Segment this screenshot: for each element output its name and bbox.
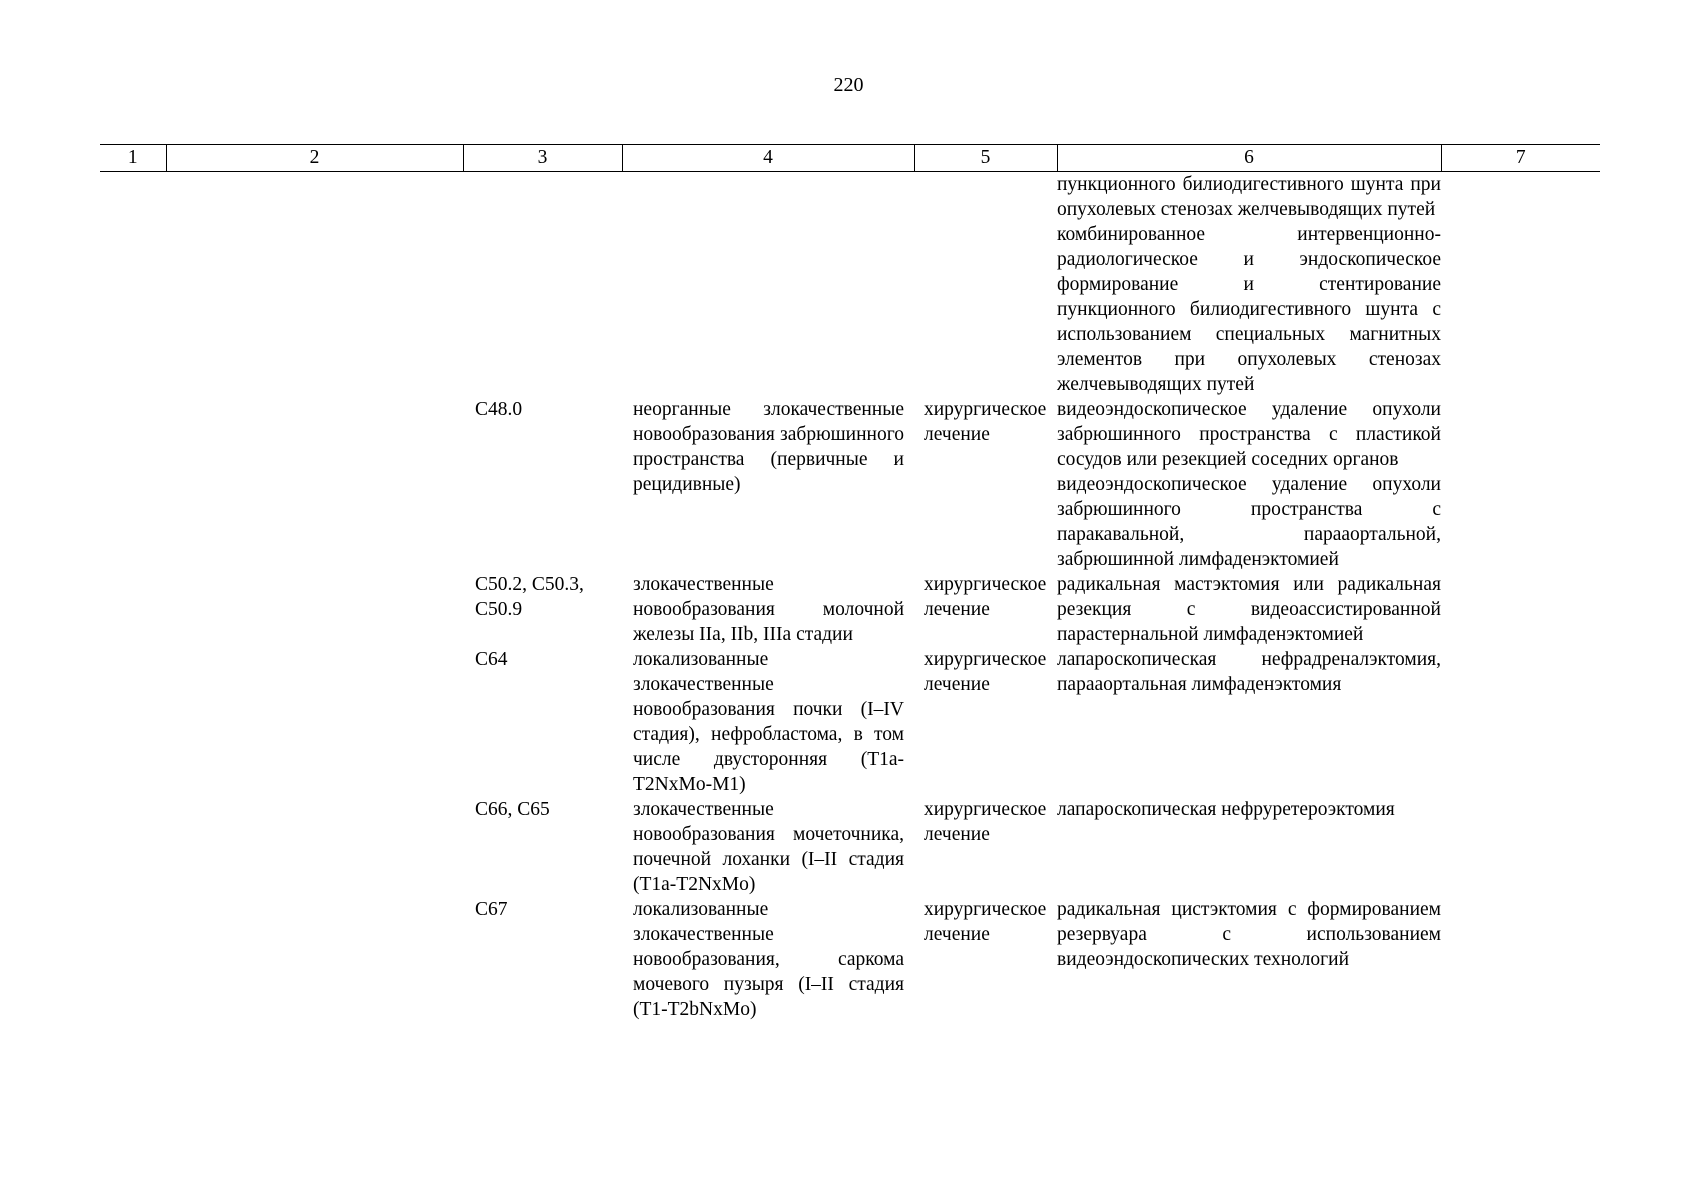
treatment-type: хирургическое лечение xyxy=(924,649,1047,695)
method-text: комбинированное интервенционно-радиологическое и эндоскопическое формирование и стентирование пункционного билиодигестивного шунта с использованием специальных магнитных элементов при опухолевых стенозах желчевыводящих путей xyxy=(1057,224,1441,395)
column-header: 1 xyxy=(100,145,166,172)
column-header: 6 xyxy=(1057,145,1441,172)
treatment-type: хирургическое лечение xyxy=(924,574,1047,620)
diagnosis-text: локализованные злокачественные новообразования, саркома мочевого пузыря (I–II стадия (T1-T2bNxMo) xyxy=(633,899,904,1020)
method-text: радикальная мастэктомия или радикальная резекция с видеоассистированной парастернальной лимфаденэктомией xyxy=(1057,574,1441,645)
diagnosis-text: злокачественные новообразования молочной железы IIa, IIb, IIIa стадии xyxy=(633,574,904,645)
table-row xyxy=(100,647,1600,797)
icd-code: C48.0 xyxy=(475,399,523,420)
method-text: видеоэндоскопическое удаление опухоли забрюшинного пространства с пластикой сосудов или резекцией соседних органов xyxy=(1057,399,1441,470)
table-row xyxy=(100,797,1600,897)
page-number: 220 xyxy=(833,74,864,96)
procedures-table xyxy=(100,144,1600,1022)
treatment-type: хирургическое лечение xyxy=(924,399,1047,445)
column-header: 3 xyxy=(463,145,622,172)
column-header: 7 xyxy=(1441,145,1600,172)
table-row xyxy=(100,397,1600,572)
method-text: пункционного билиодигестивного шунта при опухолевых стенозах желчевыводящих путей xyxy=(1057,174,1441,220)
method-text: лапароскопическая нефруретероэктомия xyxy=(1057,799,1395,820)
column-header: 2 xyxy=(166,145,463,172)
icd-code: C50.2, C50.3, C50.9 xyxy=(475,574,584,620)
column-number-row xyxy=(100,145,1600,172)
method-text: лапароскопическая нефрадреналэктомия, парааортальная лимфаденэктомия xyxy=(1057,649,1441,695)
column-header: 5 xyxy=(914,145,1057,172)
table-row xyxy=(100,897,1600,1022)
icd-code: C64 xyxy=(475,649,508,670)
icd-code: C67 xyxy=(475,899,508,920)
method-text: радикальная цистэктомия с формированием резервуара с использованием видеоэндоскопических технологий xyxy=(1057,899,1441,970)
diagnosis-text: злокачественные новообразования мочеточника, почечной лоханки (I–II стадия (T1a-T2NxMo) xyxy=(633,799,904,895)
treatment-type: хирургическое лечение xyxy=(924,899,1047,945)
column-header: 4 xyxy=(622,145,914,172)
treatment-type: хирургическое лечение xyxy=(924,799,1047,845)
icd-code: C66, C65 xyxy=(475,799,550,820)
diagnosis-text: неорганные злокачественные новообразования забрюшинного пространства (первичные и рецидивные) xyxy=(633,399,904,495)
method-text: видеоэндоскопическое удаление опухоли забрюшинного пространства с паракавальной, парааортальной, забрюшинной лимфаденэктомией xyxy=(1057,474,1441,570)
diagnosis-text: локализованные злокачественные новообразования почки (I–IV стадия), нефробластома, в том числе двусторонняя (T1a-T2NxMo-M1) xyxy=(633,649,904,795)
table-row xyxy=(100,172,1600,398)
table-row xyxy=(100,572,1600,647)
